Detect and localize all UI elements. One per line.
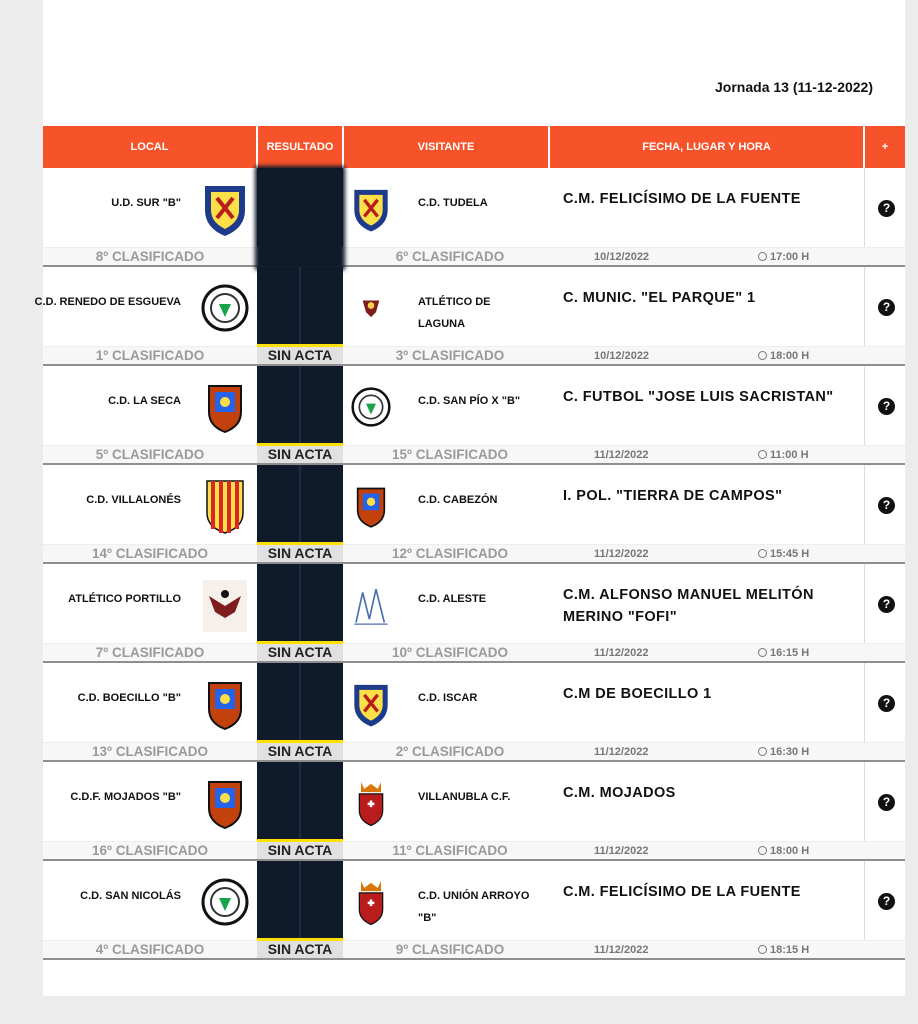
column-divider bbox=[864, 168, 865, 247]
home-team-rank: 16º CLASIFICADO bbox=[92, 843, 208, 858]
result-box[interactable] bbox=[257, 267, 343, 346]
away-team-logo-icon[interactable] bbox=[351, 774, 391, 832]
result-divider bbox=[299, 762, 301, 841]
result-divider bbox=[299, 465, 301, 544]
result-divider bbox=[299, 663, 301, 742]
question-icon[interactable]: ? bbox=[878, 695, 895, 712]
result-divider bbox=[299, 564, 301, 643]
away-team-logo-icon[interactable] bbox=[351, 279, 391, 337]
venue-name[interactable]: C. FUTBOL "JOSE LUIS SACRISTAN" bbox=[563, 389, 834, 405]
result-box[interactable] bbox=[257, 465, 343, 544]
question-icon[interactable]: ? bbox=[878, 200, 895, 217]
home-team-rank: 5º CLASIFICADO bbox=[95, 447, 205, 462]
away-team-name[interactable]: C.D. TUDELA bbox=[418, 197, 488, 209]
result-box[interactable] bbox=[257, 861, 343, 940]
match-time-value: 16:30 H bbox=[770, 746, 810, 758]
away-team-name[interactable]: VILLANUBLA C.F. bbox=[418, 791, 511, 803]
home-team-name[interactable]: C.D. SAN NICOLÁS bbox=[80, 890, 181, 902]
match-time bbox=[758, 248, 809, 266]
acta-status: SIN ACTA bbox=[257, 839, 343, 859]
clock-icon bbox=[758, 351, 767, 360]
match-date: 11/12/2022 bbox=[594, 944, 649, 956]
home-team-name[interactable]: U.D. SUR "B" bbox=[111, 197, 181, 209]
column-divider bbox=[864, 366, 865, 445]
home-team-logo-icon[interactable] bbox=[201, 774, 249, 832]
header-local: LOCAL bbox=[130, 141, 169, 153]
away-team-rank: 10º CLASIFICADO bbox=[392, 645, 508, 660]
match-row bbox=[43, 366, 905, 465]
home-team-logo-icon[interactable] bbox=[201, 675, 249, 733]
away-team-logo-icon[interactable] bbox=[351, 477, 391, 535]
match-date: 11/12/2022 bbox=[594, 647, 649, 659]
away-team-rank: 3º CLASIFICADO bbox=[395, 348, 505, 363]
venue-name[interactable]: C.M. FELICÍSIMO DE LA FUENTE bbox=[563, 884, 801, 900]
question-icon[interactable]: ? bbox=[878, 497, 895, 514]
clock-icon bbox=[758, 747, 767, 756]
question-icon[interactable]: ? bbox=[878, 794, 895, 811]
home-team-name[interactable]: ATLÉTICO PORTILLO bbox=[68, 593, 181, 605]
match-date: 11/12/2022 bbox=[594, 746, 649, 758]
match-time-value: 18:15 H bbox=[770, 944, 810, 956]
match-row bbox=[43, 861, 905, 960]
header-plus: + bbox=[881, 141, 889, 153]
match-time bbox=[758, 644, 809, 662]
result-divider bbox=[299, 861, 301, 940]
column-divider bbox=[864, 861, 865, 940]
home-team-name[interactable]: C.D. BOECILLO "B" bbox=[77, 692, 181, 704]
result-divider bbox=[299, 267, 301, 346]
column-divider bbox=[864, 564, 865, 643]
match-time-value: 16:15 H bbox=[770, 647, 810, 659]
home-team-logo-icon[interactable] bbox=[201, 576, 249, 634]
away-team-name[interactable]: C.D. ISCAR bbox=[418, 692, 478, 704]
home-team-rank: 1º CLASIFICADO bbox=[95, 348, 205, 363]
home-team-logo-icon[interactable] bbox=[201, 180, 249, 238]
match-row bbox=[43, 465, 905, 564]
match-date: 10/12/2022 bbox=[594, 350, 650, 362]
home-team-name[interactable]: C.D. VILLALONÉS bbox=[86, 494, 181, 506]
venue-name[interactable]: I. POL. "TIERRA DE CAMPOS" bbox=[563, 488, 783, 504]
home-team-logo-icon[interactable] bbox=[201, 279, 249, 337]
match-date: 10/12/2022 bbox=[594, 251, 650, 263]
venue-name[interactable]: C.M. ALFONSO MANUEL MELITÓN MERINO "FOFI" bbox=[563, 587, 814, 625]
clock-icon bbox=[758, 846, 767, 855]
acta-status: SIN ACTA bbox=[257, 938, 343, 958]
home-team-logo-icon[interactable] bbox=[201, 378, 249, 436]
result-divider bbox=[299, 366, 301, 445]
home-team-rank: 7º CLASIFICADO bbox=[95, 645, 205, 660]
match-row bbox=[43, 762, 905, 861]
header-result: RESULTADO bbox=[266, 141, 334, 153]
column-divider bbox=[864, 465, 865, 544]
question-icon[interactable]: ? bbox=[878, 893, 895, 910]
acta-status: SIN ACTA bbox=[257, 344, 343, 364]
home-team-logo-icon[interactable] bbox=[201, 477, 249, 535]
round-label: Jornada 13 (11-12-2022) bbox=[715, 79, 873, 95]
away-team-name[interactable]: C.D. ALESTE bbox=[418, 593, 487, 605]
away-team-logo-icon[interactable] bbox=[351, 378, 391, 436]
question-icon[interactable]: ? bbox=[878, 398, 895, 415]
result-box[interactable] bbox=[257, 366, 343, 445]
acta-status: SIN ACTA bbox=[257, 542, 343, 562]
away-team-rank: 15º CLASIFICADO bbox=[392, 447, 508, 462]
match-time bbox=[758, 743, 809, 761]
away-team-logo-icon[interactable] bbox=[351, 180, 391, 238]
clock-icon bbox=[758, 549, 767, 558]
match-time-value: 18:00 H bbox=[770, 845, 810, 857]
away-team-rank: 11º CLASIFICADO bbox=[392, 843, 508, 858]
column-divider bbox=[864, 267, 865, 346]
away-team-rank: 2º CLASIFICADO bbox=[395, 744, 505, 759]
clock-icon bbox=[758, 648, 767, 657]
result-box[interactable] bbox=[257, 564, 343, 643]
column-divider bbox=[864, 663, 865, 742]
table-header bbox=[43, 126, 905, 168]
match-row bbox=[34, 267, 905, 366]
home-team-name[interactable]: C.D. RENEDO DE ESGUEVA bbox=[34, 296, 181, 308]
results-panel bbox=[34, 0, 905, 996]
away-team-name[interactable]: ATLÉTICO DE LAGUNA bbox=[418, 296, 491, 330]
match-time bbox=[758, 347, 809, 365]
away-team-logo-icon[interactable] bbox=[351, 675, 391, 733]
venue-name[interactable]: C.M. FELICÍSIMO DE LA FUENTE bbox=[563, 191, 801, 207]
clock-icon bbox=[758, 945, 767, 954]
venue-name[interactable]: C. MUNIC. "EL PARQUE" 1 bbox=[563, 290, 756, 306]
match-date: 11/12/2022 bbox=[594, 548, 649, 560]
acta-status: SIN ACTA bbox=[257, 443, 343, 463]
header-date-venue: FECHA, LUGAR Y HORA bbox=[642, 141, 771, 153]
away-team-name[interactable]: C.D. CABEZÓN bbox=[418, 494, 498, 506]
away-team-name[interactable]: C.D. SAN PÍO X "B" bbox=[418, 395, 521, 407]
clock-icon bbox=[758, 450, 767, 459]
column-divider bbox=[864, 762, 865, 841]
match-time bbox=[758, 842, 809, 860]
result-box[interactable] bbox=[257, 762, 343, 841]
away-team-name[interactable]: C.D. UNIÓN ARROYO "B" bbox=[418, 890, 530, 924]
away-team-logo-icon[interactable] bbox=[351, 576, 391, 634]
match-row bbox=[43, 168, 905, 267]
away-team-logo-icon[interactable] bbox=[351, 873, 391, 931]
acta-status: SIN ACTA bbox=[257, 641, 343, 661]
result-box[interactable] bbox=[257, 663, 343, 742]
home-team-logo-icon[interactable] bbox=[201, 873, 249, 931]
home-team-rank: 14º CLASIFICADO bbox=[92, 546, 208, 561]
match-time bbox=[758, 545, 809, 563]
acta-status: SIN ACTA bbox=[257, 740, 343, 760]
venue-name[interactable]: C.M DE BOECILLO 1 bbox=[563, 686, 712, 702]
match-time-value: 11:00 H bbox=[770, 449, 809, 461]
result-blurred bbox=[255, 166, 345, 270]
away-team-rank: 12º CLASIFICADO bbox=[392, 546, 508, 561]
home-team-name[interactable]: C.D. LA SECA bbox=[108, 395, 181, 407]
match-row bbox=[43, 564, 905, 663]
home-team-rank: 4º CLASIFICADO bbox=[95, 942, 205, 957]
question-icon[interactable]: ? bbox=[878, 299, 895, 316]
away-team-rank: 9º CLASIFICADO bbox=[395, 942, 505, 957]
match-time bbox=[758, 446, 809, 464]
match-time-value: 18:00 H bbox=[770, 350, 810, 362]
match-time bbox=[758, 941, 809, 959]
question-icon[interactable]: ? bbox=[878, 596, 895, 613]
header-away: VISITANTE bbox=[417, 141, 475, 153]
match-row bbox=[43, 663, 905, 762]
home-team-rank: 8º CLASIFICADO bbox=[95, 249, 205, 264]
match-date: 11/12/2022 bbox=[594, 449, 649, 461]
match-time-value: 17:00 H bbox=[770, 251, 810, 263]
home-team-rank: 13º CLASIFICADO bbox=[92, 744, 208, 759]
match-date: 11/12/2022 bbox=[594, 845, 649, 857]
match-time-value: 15:45 H bbox=[770, 548, 810, 560]
clock-icon bbox=[758, 252, 767, 261]
venue-name[interactable]: C.M. MOJADOS bbox=[563, 785, 676, 801]
home-team-name[interactable]: C.D.F. MOJADOS "B" bbox=[70, 791, 181, 803]
away-team-rank: 6º CLASIFICADO bbox=[395, 249, 505, 264]
